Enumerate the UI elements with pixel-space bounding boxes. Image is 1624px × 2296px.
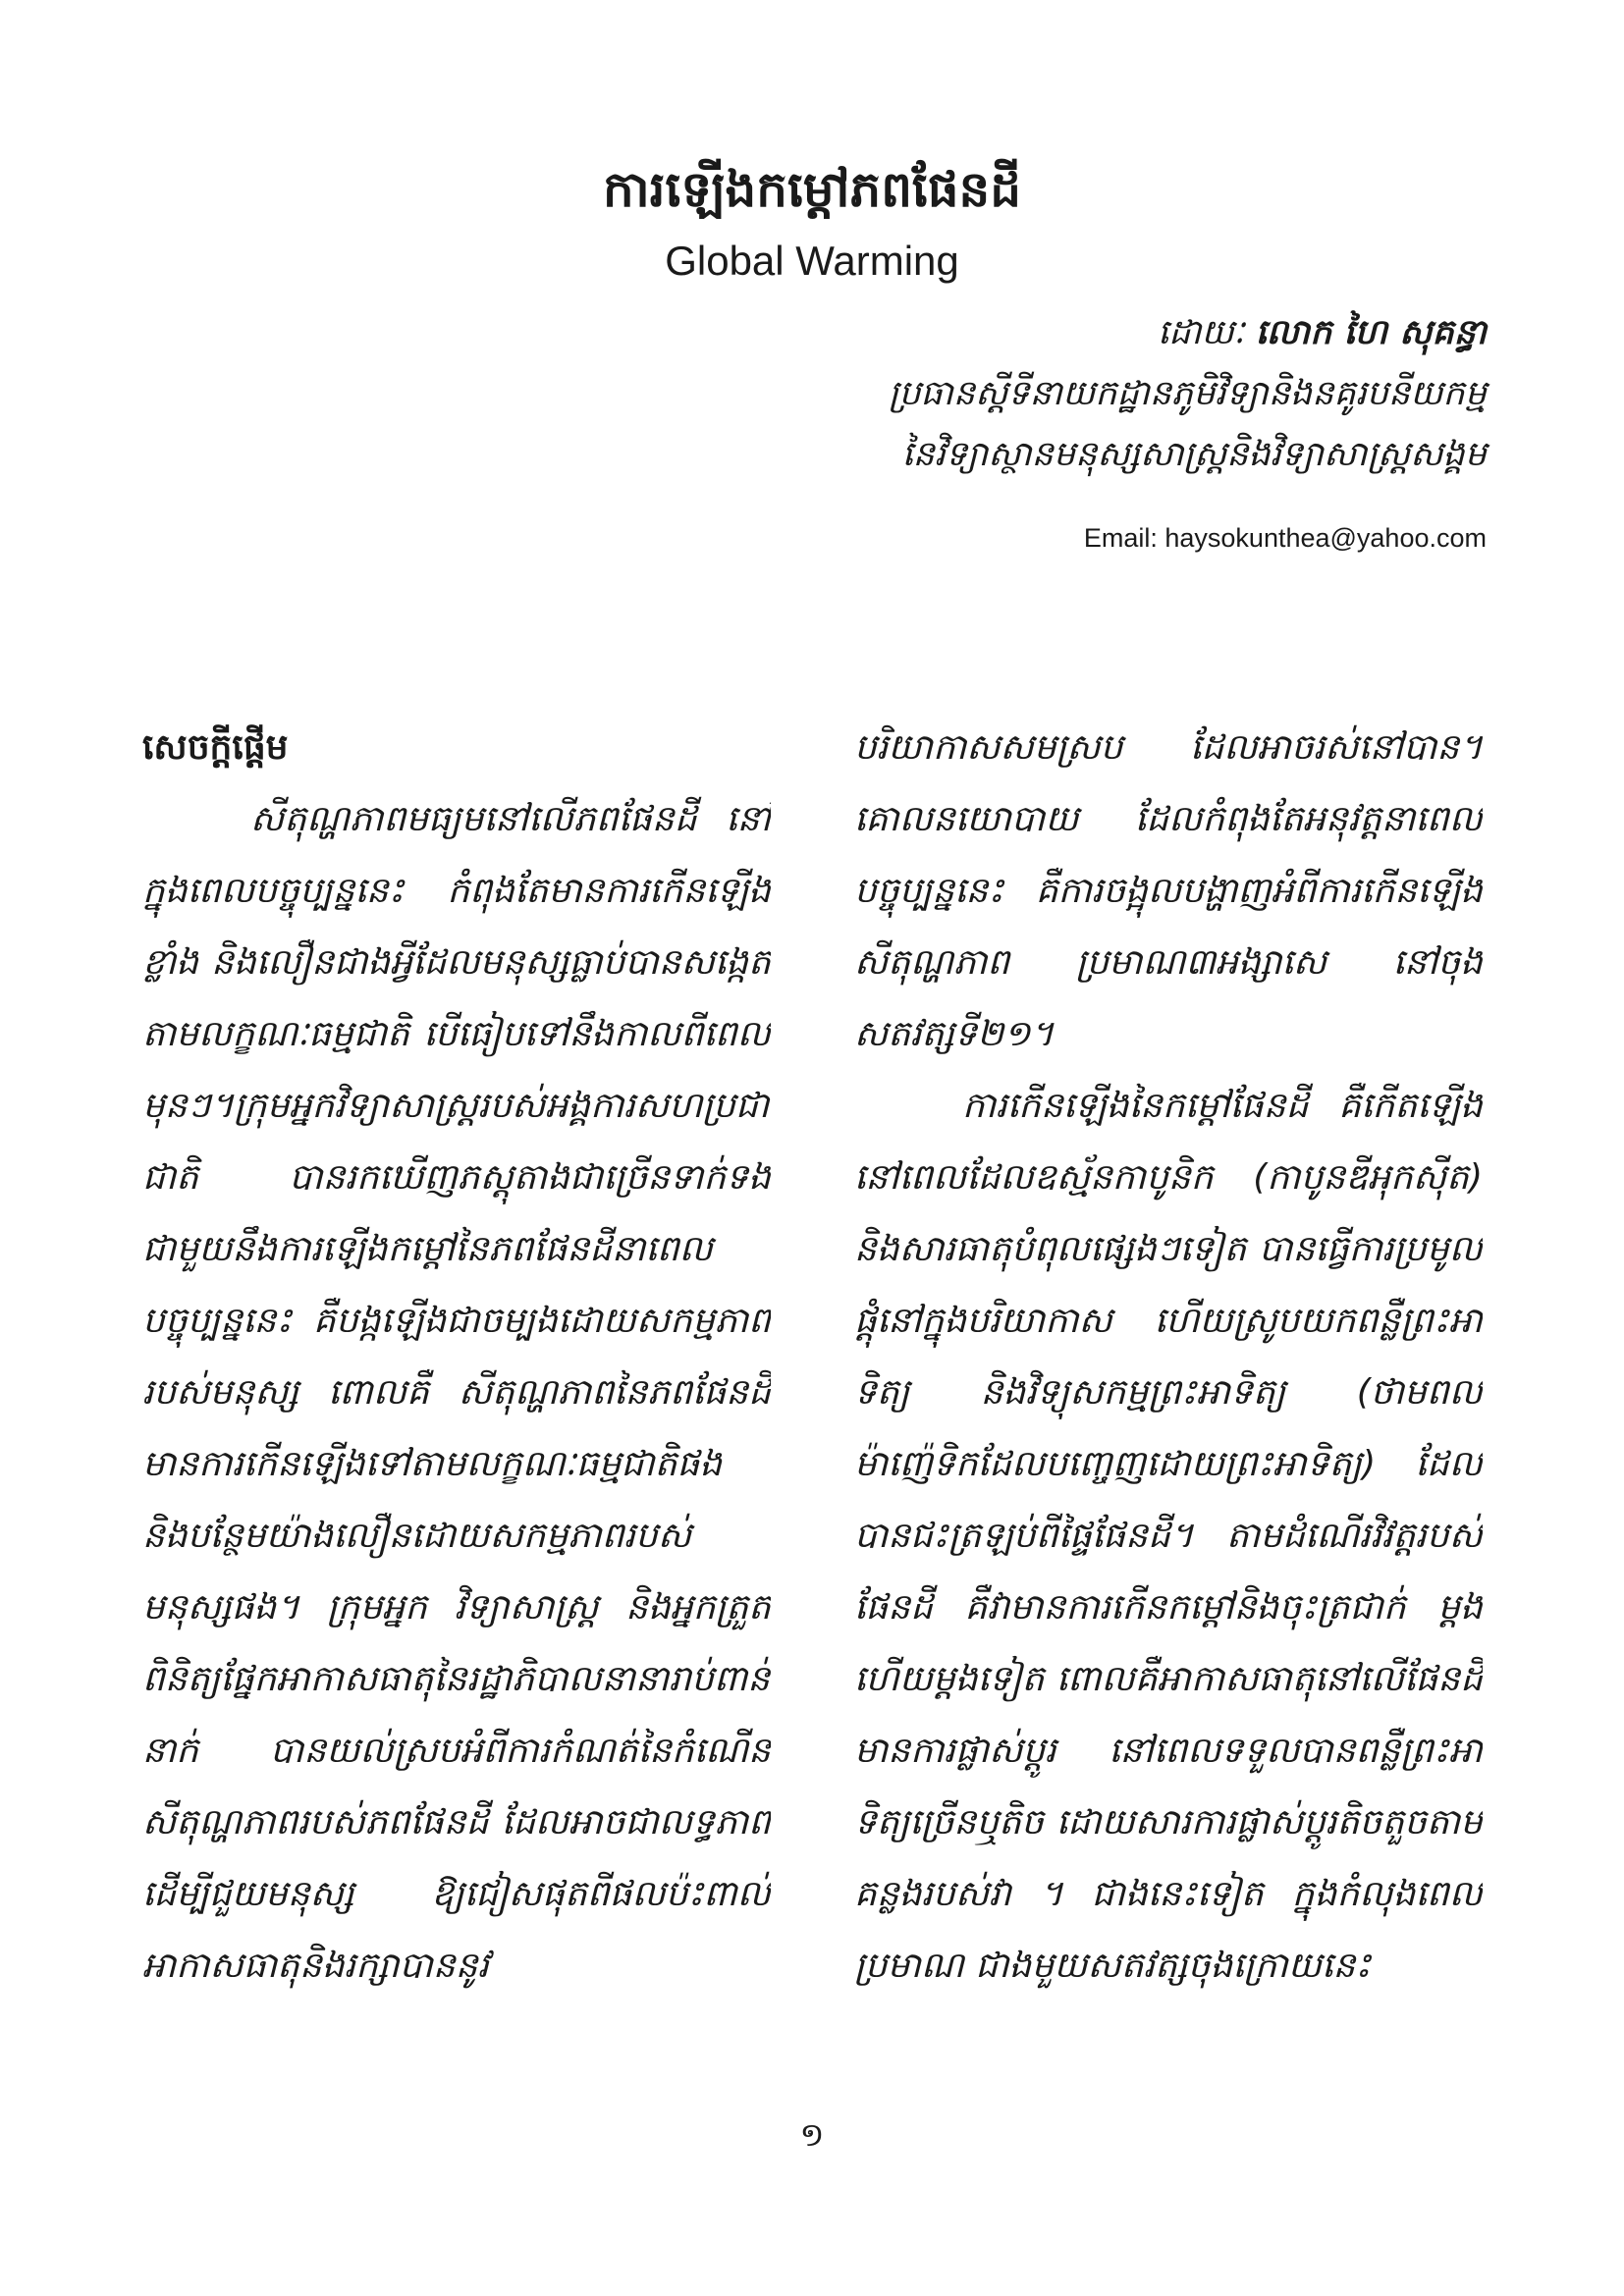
author-email: Email: haysokunthea@yahoo.com: [1083, 523, 1487, 553]
author-affiliation-line1: ប្រធានស្តីទីនាយកដ្ឋានភូមិវិទ្យានិងនគូរបនីយកម្ម: [888, 374, 1487, 413]
byline: [406, 302, 1487, 485]
page-title: ការឡើងកម្ដៅភពផែនដី: [602, 161, 1022, 218]
author-name: លោក ហៃ សុគន្ធា: [1255, 313, 1487, 352]
body-paragraph: សីតុណ្ហភាពមធ្យមនៅលើភពផែនដី នៅក្នុងពេលបច្ចុប្បន្ននេះ កំពុងតែមានការកើនឡើងខ្លាំង និងលឿនជាងអ្វីដែលមនុស្សធ្លាប់បានសង្កេតតាមលក្ខណៈធម្មជាតិ បើធៀបទៅនឹងកាលពីពេលមុនៗ។ក្រុមអ្នកវិទ្យាសាស្ត្ររបស់អង្គការសហប្រជាជាតិ បានរកឃើញភស្តុតាងជាច្រើនទាក់ទងជាមួយនឹងការឡើងកម្ដៅនៃភពផែនដីនាពេលបច្ចុប្បន្ននេះ គឺបង្កឡើងជាចម្បងដោយសកម្មភាពរបស់មនុស្ស ពោលគឺ សីតុណ្ហភាពនៃភពផែនដី មានការកើនឡើងទៅតាមលក្ខណៈធម្មជាតិផង និងបន្ថែមយ៉ាងលឿនដោយសកម្មភាពរបស់មនុស្សផង។ ក្រុមអ្នក វិទ្យាសាស្ត្រ និងអ្នកត្រួតពិនិត្យផ្នែកអាកាសធាតុនៃរដ្ឋាភិបាលនានារាប់ពាន់នាក់ បានយល់ស្របអំពីការកំណត់នៃកំណើនសីតុណ្ហភាពរបស់ភពផែនដី ដែលអាចជាលទ្ធភាពដើម្បីជួយមនុស្ស ឱ្យជៀសផុតពីផលប៉ះពាល់អាកាសធាតុនិងរក្សាបាននូវ: [142, 799, 771, 1986]
right-column: [854, 712, 1483, 2047]
section-heading: សេចក្តីផ្ដើម: [142, 727, 289, 768]
left-column: [142, 712, 771, 2047]
body-paragraph: ការកើនឡើងនៃកម្ដៅផែនដី គឺកើតឡើងនៅពេលដែលឧស្ម័នកាបូនិក (កាបូនឌីអុកស៊ីត) និងសារធាតុបំពុលផ្សេងៗទៀត បានធ្វើការប្រមូលផ្ដុំនៅក្នុងបរិយាកាស ហើយស្រូបយកពន្លឺព្រះអាទិត្យ និងវិទ្យុសកម្មព្រះអាទិត្យ (ថាមពលម៉ាញ៉េទិកដែលបញ្ចេញដោយព្រះអាទិត្យ) ដែលបានជះត្រឡប់ពីផ្ទៃផែនដី។ តាមដំណើរវិវត្តរបស់ផែនដី គឺវាមានការកើនកម្ដៅនិងចុះត្រជាក់ ម្ដងហើយម្ដងទៀត ពោលគឺអាកាសធាតុនៅលើផែនដី មានការផ្លាស់ប្ដូរ នៅពេលទទួលបានពន្លឺព្រះអាទិត្យច្រើនឬតិច ដោយសារការផ្លាស់ប្ដូរតិចតួចតាមគន្លងរបស់វា ។ ជាងនេះទៀត ក្នុងកំលុងពេលប្រមាណ ជាងមួយសតវត្សចុងក្រោយនេះ: [854, 1086, 1483, 1986]
page-subtitle: Global Warming: [665, 238, 959, 284]
author-affiliation-line2: នៃវិទ្យាស្ថានមនុស្សសាស្ត្រនិងវិទ្យាសាស្ត្រសង្គម: [901, 435, 1487, 474]
body-paragraph: បរិយាកាសសមស្រប ដែលអាចរស់នៅបាន។ គោលនយោបាយ ដែលកំពុងតែអនុវត្តនាពេលបច្ចុប្បន្ននេះ គឺការចង្អុលបង្ហាញអំពីការកើនឡើងសីតុណ្ហភាព ប្រមាណ៣អង្សាសេ នៅចុងសតវត្សទី២១។: [854, 727, 1483, 1054]
page-number: ១: [799, 2115, 825, 2154]
by-label: ដោយៈ: [1157, 313, 1245, 352]
